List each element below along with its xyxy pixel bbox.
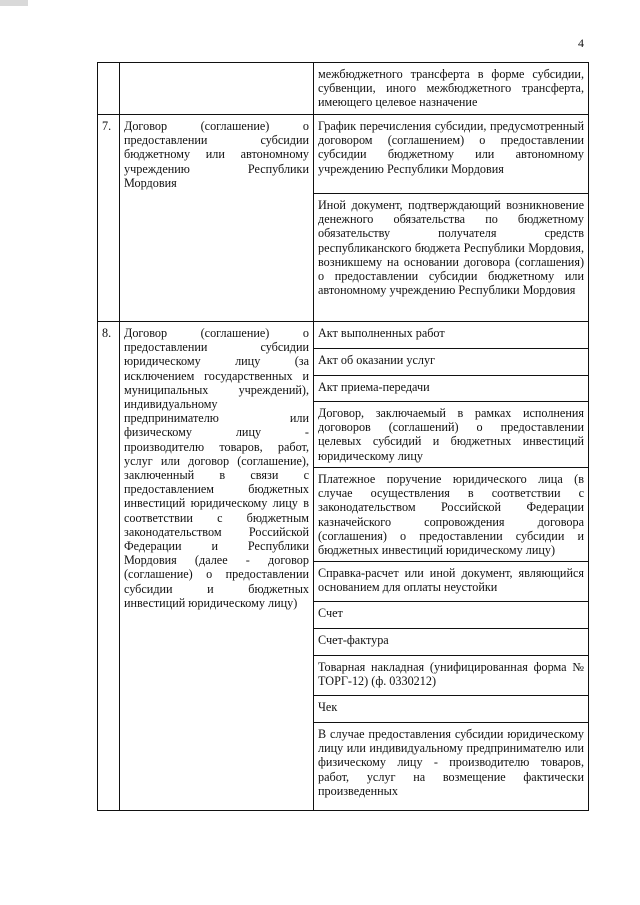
document-cell: Акт приема-передачи	[314, 376, 589, 402]
basis-cell	[120, 63, 314, 115]
document-cell: Товарная накладная (унифицированная форма № ТОРГ-12) (ф. 0330212)	[314, 656, 589, 696]
documents-table	[97, 62, 589, 811]
document-cell: График перечисления субсидии, предусмотренный договором (соглашением) о предоставлении субсидии бюджетному или автономному учреждению Республики Мордовия	[314, 115, 589, 194]
document-cell: Чек	[314, 696, 589, 723]
basis-cell: Договор (соглашение) о предоставлении субсидии бюджетному или автономному учреждению Республики Мордовия	[120, 115, 314, 322]
document-cell: Платежное поручение юридического лица (в случае осуществления в соответствии с законодательством Российской Федерации казначейского сопровождения договора (соглашения) о предоставлении субсидии и бюджетных инвестиций юридическому лицу)	[314, 468, 589, 562]
document-cell: Справка-расчет или иной документ, являющийся основанием для оплаты неустойки	[314, 562, 589, 602]
document-cell: Акт выполненных работ	[314, 322, 589, 349]
document-cell: межбюджетного трансферта в форме субсидии, субвенции, иного межбюджетного трансферта, имеющего целевое назначение	[314, 63, 589, 115]
document-cell: Акт об оказании услуг	[314, 349, 589, 376]
document-cell: Иной документ, подтверждающий возникновение денежного обязательства по бюджетному обязательству получателя средств республиканского бюджета Республики Мордовия, возникшему на основании договора (соглашения) о предоставлении субсидии бюджетному или автономному учреждению Республики Мордовия	[314, 194, 589, 322]
page-number: 4	[578, 36, 584, 50]
document-cell: В случае предоставления субсидии юридическому лицу или индивидуальному предпринимателю или физическому лицу - производителю товаров, работ, услуг на возмещение фактически произведенных	[314, 723, 589, 811]
row-number: 8.	[98, 322, 120, 811]
table-row	[98, 115, 589, 194]
scan-artifact	[0, 0, 28, 6]
table-row	[98, 63, 589, 115]
document-cell: Договор, заключаемый в рамках исполнения договоров (соглашений) о предоставлении целевых субсидий и бюджетных инвестиций юридическому лицу	[314, 402, 589, 468]
row-number: 7.	[98, 115, 120, 322]
document-cell: Счет-фактура	[314, 629, 589, 656]
basis-cell: Договор (соглашение) о предоставлении субсидии юридическому лицу (за исключением государственных и муниципальных учреждений), индивидуальному предпринимателю или физическому лицу - производителю товаров, работ, услуг или договор (соглашение), заключенный в связи с предоставлением бюджетных инвестиций юридическому лицу в соответствии с бюджетным законодательством Российской Федерации и Республики Мордовия (далее - договор (соглашение) о предоставлении субсидии и бюджетных инвестиций юридическому лицу)	[120, 322, 314, 811]
row-number	[98, 63, 120, 115]
document-cell: Счет	[314, 602, 589, 629]
table-row	[98, 322, 589, 349]
